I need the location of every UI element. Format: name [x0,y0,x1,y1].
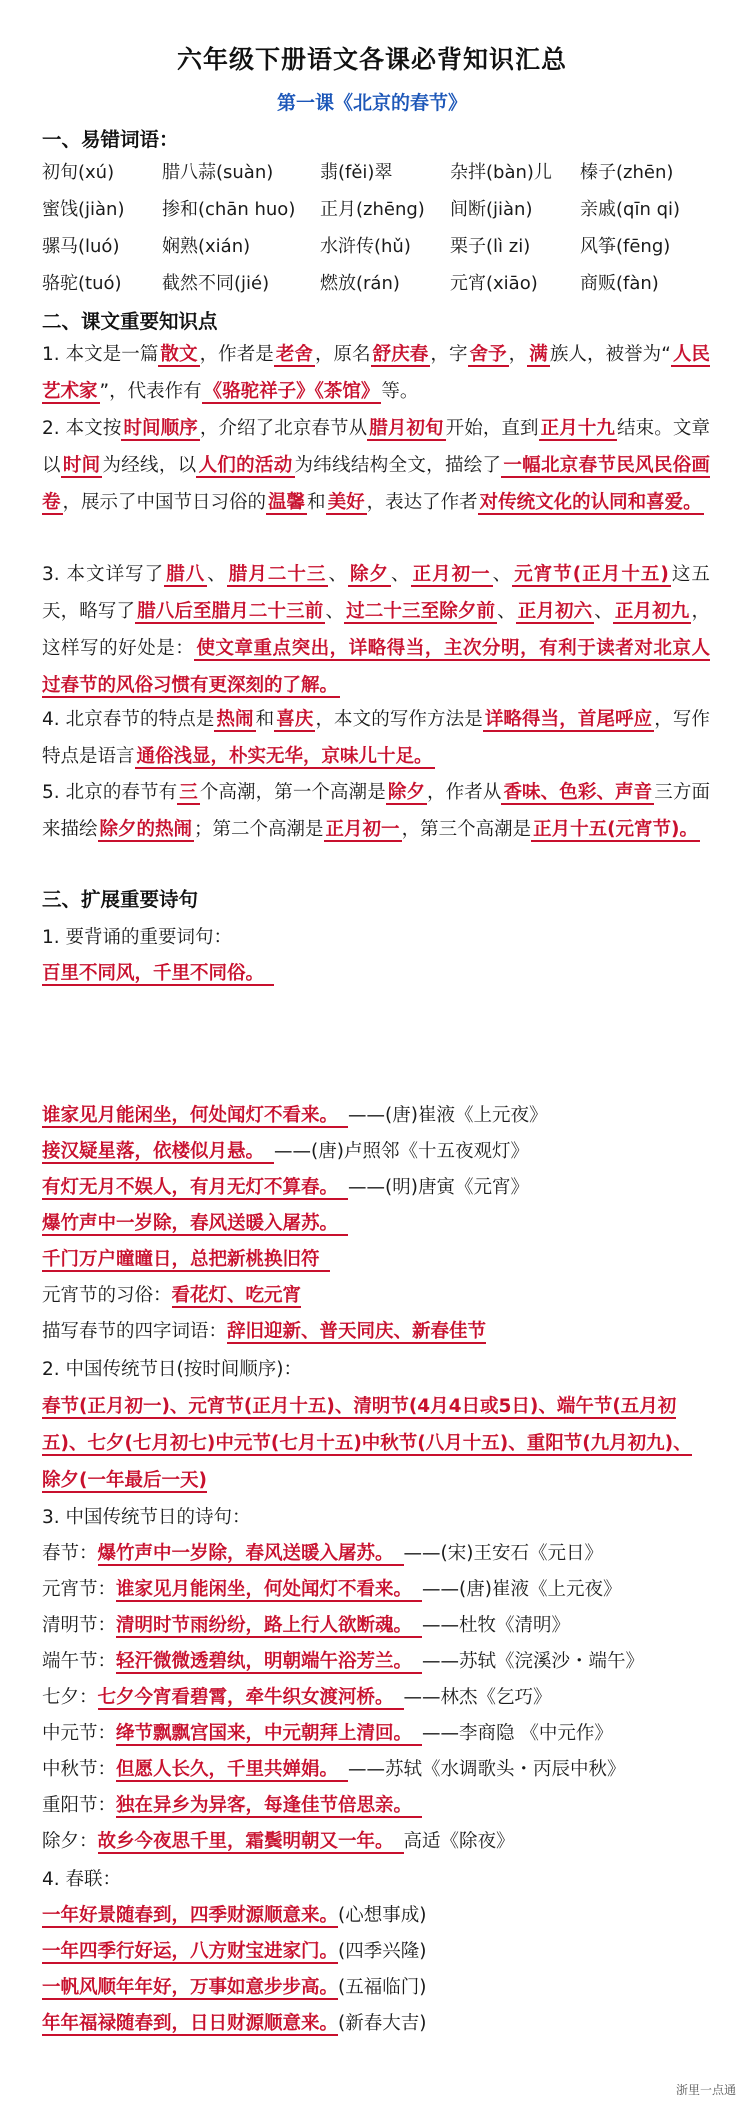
couplet-title: (五福临门) [338,1977,427,1998]
text: 3. 本文详写了 [42,564,165,585]
answer: 使文章重点突出，详略得当，主次分明，有利于读者对北京人过春节的风俗习惯有更深刻的了解。 [42,638,710,696]
text: ，本文的写作方法是 [315,709,483,730]
answer: 正月初六 [517,601,593,622]
festival-poem [42,1680,722,1716]
text: ，写作特点是语言 [42,709,710,767]
text: ，原名 [314,344,371,365]
answer: 散文 [160,344,198,365]
text: ，字 [430,344,468,365]
poem-line [42,1242,722,1278]
word-item: 水浒传(hǔ) [320,236,411,257]
festival-label: 除夕： [42,1831,98,1852]
festival-poem [42,1788,722,1824]
text: 等。 [381,381,419,402]
answer: 满 [529,344,548,365]
festival-label: 端午节： [42,1651,117,1672]
customs-value: 看花灯、吃元宵 [171,1285,302,1306]
word-item: 掺和(chān huo) [162,199,296,220]
poem-text: 千门万户曈曈日，总把新桃换旧符 [42,1249,330,1272]
answer: 美好 [327,492,365,513]
poem-line [42,956,722,992]
text: 、 [325,601,345,622]
text: ，介绍了北京春节从 [199,418,368,439]
knowledge-point-5 [42,774,710,848]
text: 、 [594,601,613,622]
couplet [42,1898,722,1934]
answer: 喜庆 [276,709,314,730]
poem-source: ——(唐)崔液《上元夜》 [348,1105,548,1126]
poem-text: 谁家见月能闲坐，何处闻灯不看来。 [116,1579,422,1602]
couplet-text: 一帆风顺年年好，万事如意步步高。 [42,1977,339,1998]
poem-text: 百里不同风，千里不同俗。 [42,963,274,986]
poem-text: 有灯无月不娱人，有月无灯不算春。 [42,1177,348,1200]
word-item: 风筝(fēng) [580,236,671,257]
poem-text: 谁家见月能闲坐，何处闻灯不看来。 [42,1105,348,1128]
customs-label: 元宵节的习俗： [42,1285,172,1306]
text: 5. 北京的春节有 [42,782,178,803]
answer: 热闹 [216,709,254,730]
text: 为纬线结构全文，描绘了 [294,455,502,476]
word-item: 栗子(lì zi) [450,236,531,257]
section-heading-3: 三、扩展重要诗句 [42,888,199,911]
word-row [42,158,722,195]
poem-source: ——(宋)王安石《元日》 [403,1543,603,1564]
text: ，这样写的好处是： [42,601,710,659]
festival-poem [42,1752,722,1788]
couplet [42,1934,722,1970]
text: 4. 北京春节的特点是 [42,709,215,730]
festival-poem [42,1716,722,1752]
festival-text: 春节(正月初一)、元宵节(正月十五)、清明节(4月4日或5日)、端午节(五月初五)、七夕(七月初七)中元节(七月十五)中秋节(八月十五)、重阳节(九月初九)、 除夕(一年最后一天) [42,1396,692,1491]
word-item: 杂拌(bàn)儿 [450,162,552,183]
poem-line [42,1170,722,1206]
word-item: 榛子(zhēn) [580,162,674,183]
festival-label: 清明节： [42,1615,117,1636]
text: 开始，直到 [445,418,539,439]
couplet-text: 年年福禄随春到，日日财源顺意来。 [42,2013,339,2034]
text: 和 [255,709,275,730]
answer: 《骆驼祥子》《茶馆》 [203,381,380,402]
knowledge-point-2 [42,410,710,521]
text: ，展示了中国节日习俗的 [62,492,267,513]
poem-text: 轻汗微微透碧纨，明朝端午浴芳兰。 [116,1651,422,1674]
text: ，第三个高潮是 [401,819,532,840]
lesson-title: 第一课《北京的春节》 [276,92,467,114]
answer: 过二十三至除夕前 [346,601,496,622]
word-row [42,269,722,306]
poem-source: ——(明)唐寅《元宵》 [348,1177,529,1198]
text: ，作者是 [199,344,274,365]
knowledge-point-1 [42,336,710,410]
watermark: 浙里一点通 [675,2083,736,2097]
answer: 老舍 [275,344,313,365]
text: ”，代表作有 [99,381,202,402]
word-item: 初旬(xú) [42,162,115,183]
word-item: 蜜饯(jiàn) [42,199,125,220]
text: ；第二个高潮是 [194,819,324,840]
word-row [42,232,722,269]
answer: 正月初九 [614,601,690,622]
subheading-key-sentences: 1. 要背诵的重要词句： [42,927,233,948]
couplet-text: 一年好景随春到，四季财源顺意来。 [42,1905,339,1926]
poem-source: ——杜牧《清明》 [422,1615,571,1636]
text: 、 [492,564,513,585]
poem-line [42,1206,722,1242]
idioms-value: 辞旧迎新、普天同庆、新春佳节 [227,1321,487,1342]
answer: 人民艺术家 [42,344,710,402]
answer: 通俗浅显，朴实无华，京味儿十足。 [136,746,433,767]
poem-text: 爆竹声中一岁除，春风送暖入屠苏。 [42,1213,348,1236]
answer: 腊八 [166,564,206,585]
couplet [42,2006,722,2042]
poem-source: ——林杰《乞巧》 [403,1687,552,1708]
text: 、 [497,601,516,622]
answer: 正月初一 [412,564,491,585]
answer: 舒庆春 [372,344,429,365]
poem-text: 独在异乡为异客，每逢佳节倍思亲。 [116,1795,422,1818]
poem-text: 故乡今夜思千里，霜鬓明朝又一年。 [98,1831,404,1854]
text: 、 [328,564,348,585]
couplet-title: (新春大吉) [338,2013,427,2034]
answer: 除夕的热闹 [99,819,193,840]
knowledge-point-4 [42,701,710,775]
poem-text: 爆竹声中一岁除，春风送暖入屠苏。 [98,1543,404,1566]
answer: 详略得当，首尾呼应 [484,709,653,730]
couplet-title: (心想事成) [338,1905,427,1926]
text: 1. 本文是一篇 [42,344,159,365]
subheading-couplets: 4. 春联： [42,1869,122,1890]
festival-label: 元宵节： [42,1579,117,1600]
word-item: 骆驼(tuó) [42,273,122,294]
poem-source: ——李商隐 《中元作》 [422,1723,613,1744]
poem-source: ——(唐)卢照邻《十五夜观灯》 [274,1141,529,1162]
poem-text: 绛节飘飘宫国来，中元朝拜上清回。 [116,1723,422,1746]
text: 2. 本文按 [42,418,122,439]
answer: 腊八后至腊月二十三前 [137,601,324,622]
poem-text: 七夕今宵看碧霄，牵牛织女渡河桥。 [98,1687,404,1710]
word-item: 燃放(rán) [320,273,400,294]
festival-poem [42,1824,722,1860]
text: 、 [391,564,411,585]
text: 这五天，略写了 [42,564,710,622]
idioms-label: 描写春节的四字词语： [42,1321,228,1342]
text: 族人，被誉为“ [549,344,671,365]
poem-line [42,1134,722,1170]
word-item: 翡(fěi)翠 [320,162,393,183]
text: ，表达了作者 [366,492,478,513]
festival-poem [42,1644,722,1680]
festival-label: 春节： [42,1543,98,1564]
answer: 除夕 [349,564,390,585]
answer: 元宵节(正月十五) [514,564,669,585]
text: 结束。文章以 [42,418,710,476]
text: 三方面来描绘 [42,782,710,840]
word-item: 元宵(xiāo) [450,273,538,294]
text: ， [508,344,528,365]
answer: 香味、色彩、声音 [503,782,653,803]
couplet [42,1970,722,2006]
spring-idioms [42,1314,722,1350]
festival-label: 中秋节： [42,1759,117,1780]
poem-source: ——(唐)崔液《上元夜》 [422,1579,622,1600]
answer: 舍予 [469,344,507,365]
word-item: 间断(jiàn) [450,199,533,220]
answer: 腊月初旬 [369,418,444,439]
text: 个高潮，第一个高潮是 [199,782,386,803]
word-table [42,158,722,306]
festival-poem [42,1572,722,1608]
poem-source: ——苏轼《水调歌头・丙辰中秋》 [348,1759,626,1780]
festival-poem [42,1608,722,1644]
answer: 时间顺序 [123,418,198,439]
couplet-title: (四季兴隆) [338,1941,427,1962]
answer: 正月十九 [540,418,616,439]
text: 和 [307,492,326,513]
word-row [42,195,722,232]
subheading-festival-poems: 3. 中国传统节日的诗句： [42,1507,251,1528]
answer: 温馨 [268,492,306,513]
text: 为经线，以 [102,455,197,476]
word-item: 商贩(fàn) [580,273,659,294]
poem-line [42,1098,722,1134]
answer: 时间 [62,455,101,476]
poem-text: 清明时节雨纷纷，路上行人欲断魂。 [116,1615,422,1638]
text: 、 [207,564,227,585]
lantern-customs [42,1278,722,1314]
answer: 正月初一 [325,819,400,840]
poem-text: 接汉疑星落，依楼似月悬。 [42,1141,274,1164]
festival-label: 重阳节： [42,1795,117,1816]
answer: 除夕 [387,782,426,803]
section-heading-1: 一、易错词语： [42,128,179,151]
section-heading-2: 二、课文重要知识点 [42,310,218,333]
couplet-text: 一年四季行好运，八方财宝进家门。 [42,1941,339,1962]
word-item: 娴熟(xián) [162,236,251,257]
answer: 正月十五(元宵节)。 [533,819,698,840]
subheading-festivals: 2. 中国传统节日(按时间顺序)： [42,1359,302,1380]
answer: 三 [179,782,198,803]
answer: 腊月二十三 [228,564,327,585]
festival-label: 中元节： [42,1723,117,1744]
poem-source: 高适《除夜》 [403,1831,515,1852]
answer: 对传统文化的认同和喜爱。 [479,492,702,513]
answer: 人们的活动 [198,455,293,476]
text: ，作者从 [427,782,502,803]
word-item: 腊八蒜(suàn) [162,162,274,183]
festival-poem [42,1536,722,1572]
knowledge-point-3 [42,556,710,704]
festival-label: 七夕： [42,1687,98,1708]
word-item: 骡马(luó) [42,236,120,257]
page-title: 六年级下册语文各课必背知识汇总 [176,45,567,74]
answer: 一幅北京春节民风民俗画卷 [42,455,710,513]
word-item: 亲戚(qīn qi) [580,199,681,220]
word-item: 截然不同(jié) [162,273,270,294]
poem-text: 但愿人长久，千里共婵娟。 [116,1759,348,1782]
festival-list [42,1388,710,1499]
word-item: 正月(zhēng) [320,199,425,220]
poem-source: ——苏轼《浣溪沙・端午》 [422,1651,645,1672]
